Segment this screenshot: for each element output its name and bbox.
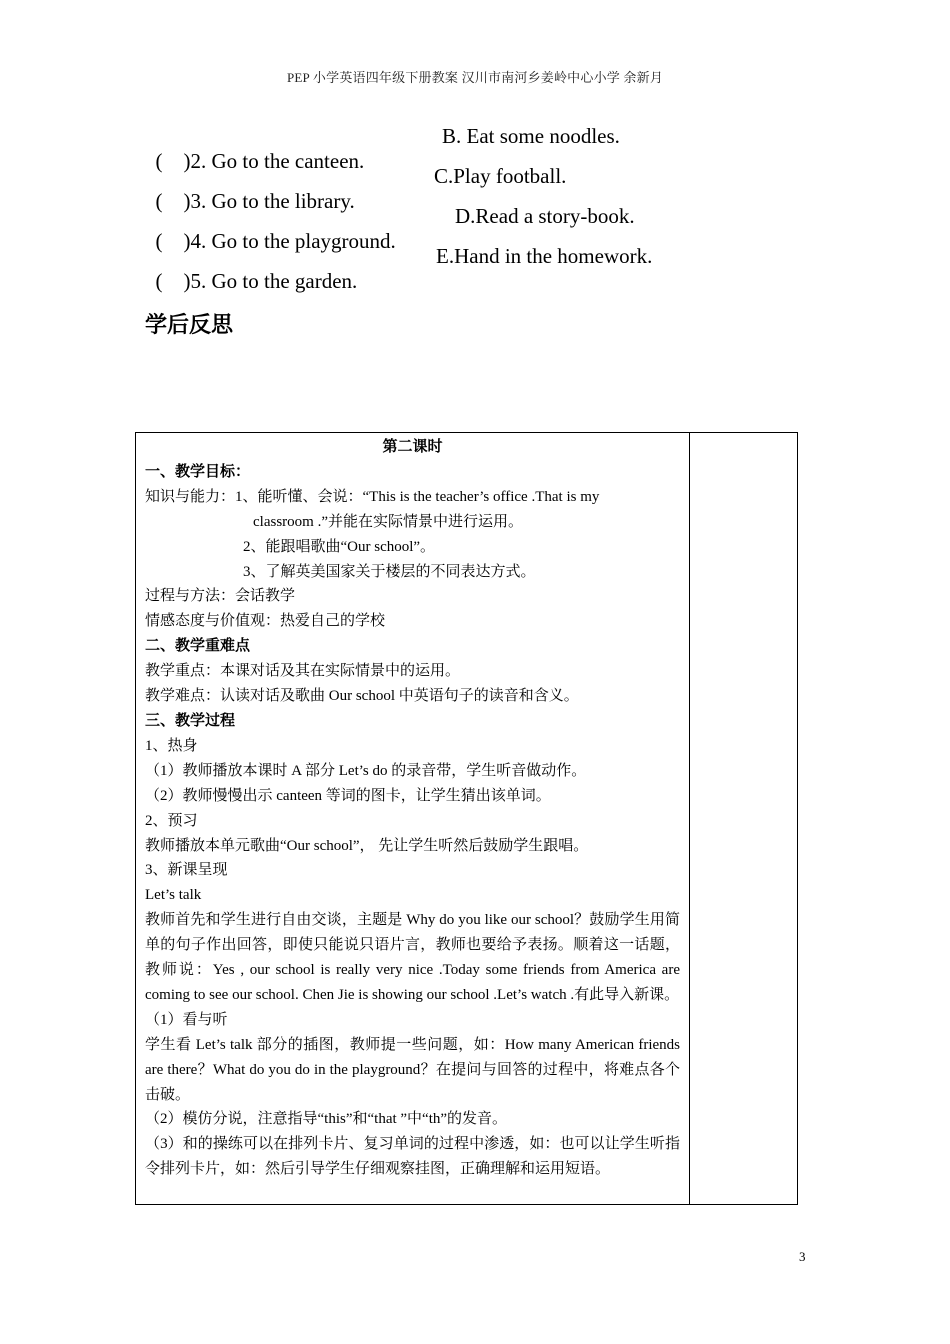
attitude-line: 情感态度与价值观：热爱自己的学校	[145, 613, 386, 630]
step-line: （2）教师慢慢出示 canteen 等词的图卡，让学生猜出该单词。	[145, 787, 551, 804]
objective-line: classroom .”并能在实际情景中进行运用。	[253, 513, 523, 530]
step-paragraph: （3）和的操练可以在排列卡片、复习单词的过程中渗透，如：也可以让学生听指令排列卡片，如：然后引导学生仔细观察挂图，正确理解和运用短语。	[145, 1136, 680, 1178]
section-heading-objectives: 一、教学目标：	[145, 463, 251, 480]
exercise-question: ( )3. Go to the library.	[155, 189, 355, 213]
step-paragraph: 教师首先和学生进行自由交谈，主题是 Why do you like our school？鼓励学生用简单的句子作出回答，即使只能说只语片言，教师也要给予表扬。顺着这一话题，教师说：Yes , our school is really very nice .Today some friends from America are coming to see our school. Chen Jie is showing our school .Let’s watch .有此导入新课。	[145, 912, 680, 1003]
exercise-answer: C.Play football.	[434, 164, 567, 188]
exercise-answer: B. Eat some noodles.	[442, 124, 620, 148]
keypoint-line: 教学重点：本课对话及其在实际情景中的运用。	[145, 663, 461, 680]
exercise-answer: D.Read a story-book.	[455, 204, 635, 228]
step-line: （1）看与听	[145, 1011, 228, 1028]
section-heading-process: 三、教学过程	[145, 712, 236, 729]
step-heading: 2、预习	[145, 812, 198, 829]
table-column-divider	[689, 433, 690, 1204]
objective-line: 2、能跟唱歌曲“Our school”。	[243, 538, 436, 555]
lesson-plan-content	[145, 435, 680, 1182]
difficulty-line: 教学难点：认读对话及歌曲 Our school 中英语句子的读音和含义。	[145, 688, 579, 705]
exercise-question: ( )5. Go to the garden.	[155, 269, 358, 293]
process-method-line: 过程与方法：会话教学	[145, 588, 296, 605]
section-heading-keypoints: 二、教学重难点	[145, 638, 251, 655]
lesson-plan-table	[135, 432, 798, 1205]
reflection-heading: 学后反思	[145, 313, 234, 338]
step-paragraph: 学生看 Let’s talk 部分的插图，教师提一些问题，如：How many American friends are there？What do you do in the playground？在提问与回答的过程中，将难点各个击破。	[145, 1036, 680, 1103]
objective-line: 3、了解英美国家关于楼层的不同表达方式。	[243, 563, 536, 580]
lesson-title: 第二课时	[382, 439, 443, 455]
step-line: 教师播放本单元歌曲“Our school”， 先让学生听然后鼓励学生跟唱。	[145, 837, 589, 854]
objective-line: 知识与能力：1、能听懂、会说：“This is the teacher’s office .That is my	[145, 488, 600, 505]
step-subheading: Let’s talk	[145, 887, 202, 904]
step-heading: 3、新课呈现	[145, 862, 228, 879]
page-number: 3	[799, 1249, 806, 1264]
page-header: PEP 小学英语四年级下册教案 汉川市南河乡姜岭中心小学 余新月	[286, 70, 664, 85]
step-line: （1）教师播放本课时 A 部分 Let’s do 的录音带，学生听音做动作。	[145, 762, 587, 779]
step-line: （2）模仿分说，注意指导“this”和“that ”中“th”的发音。	[145, 1111, 508, 1128]
exercise-answer: E.Hand in the homework.	[436, 244, 653, 268]
exercise-question: ( )4. Go to the playground.	[155, 229, 396, 253]
step-heading: 1、热身	[145, 737, 198, 754]
exercise-question: ( )2. Go to the canteen.	[155, 149, 365, 173]
